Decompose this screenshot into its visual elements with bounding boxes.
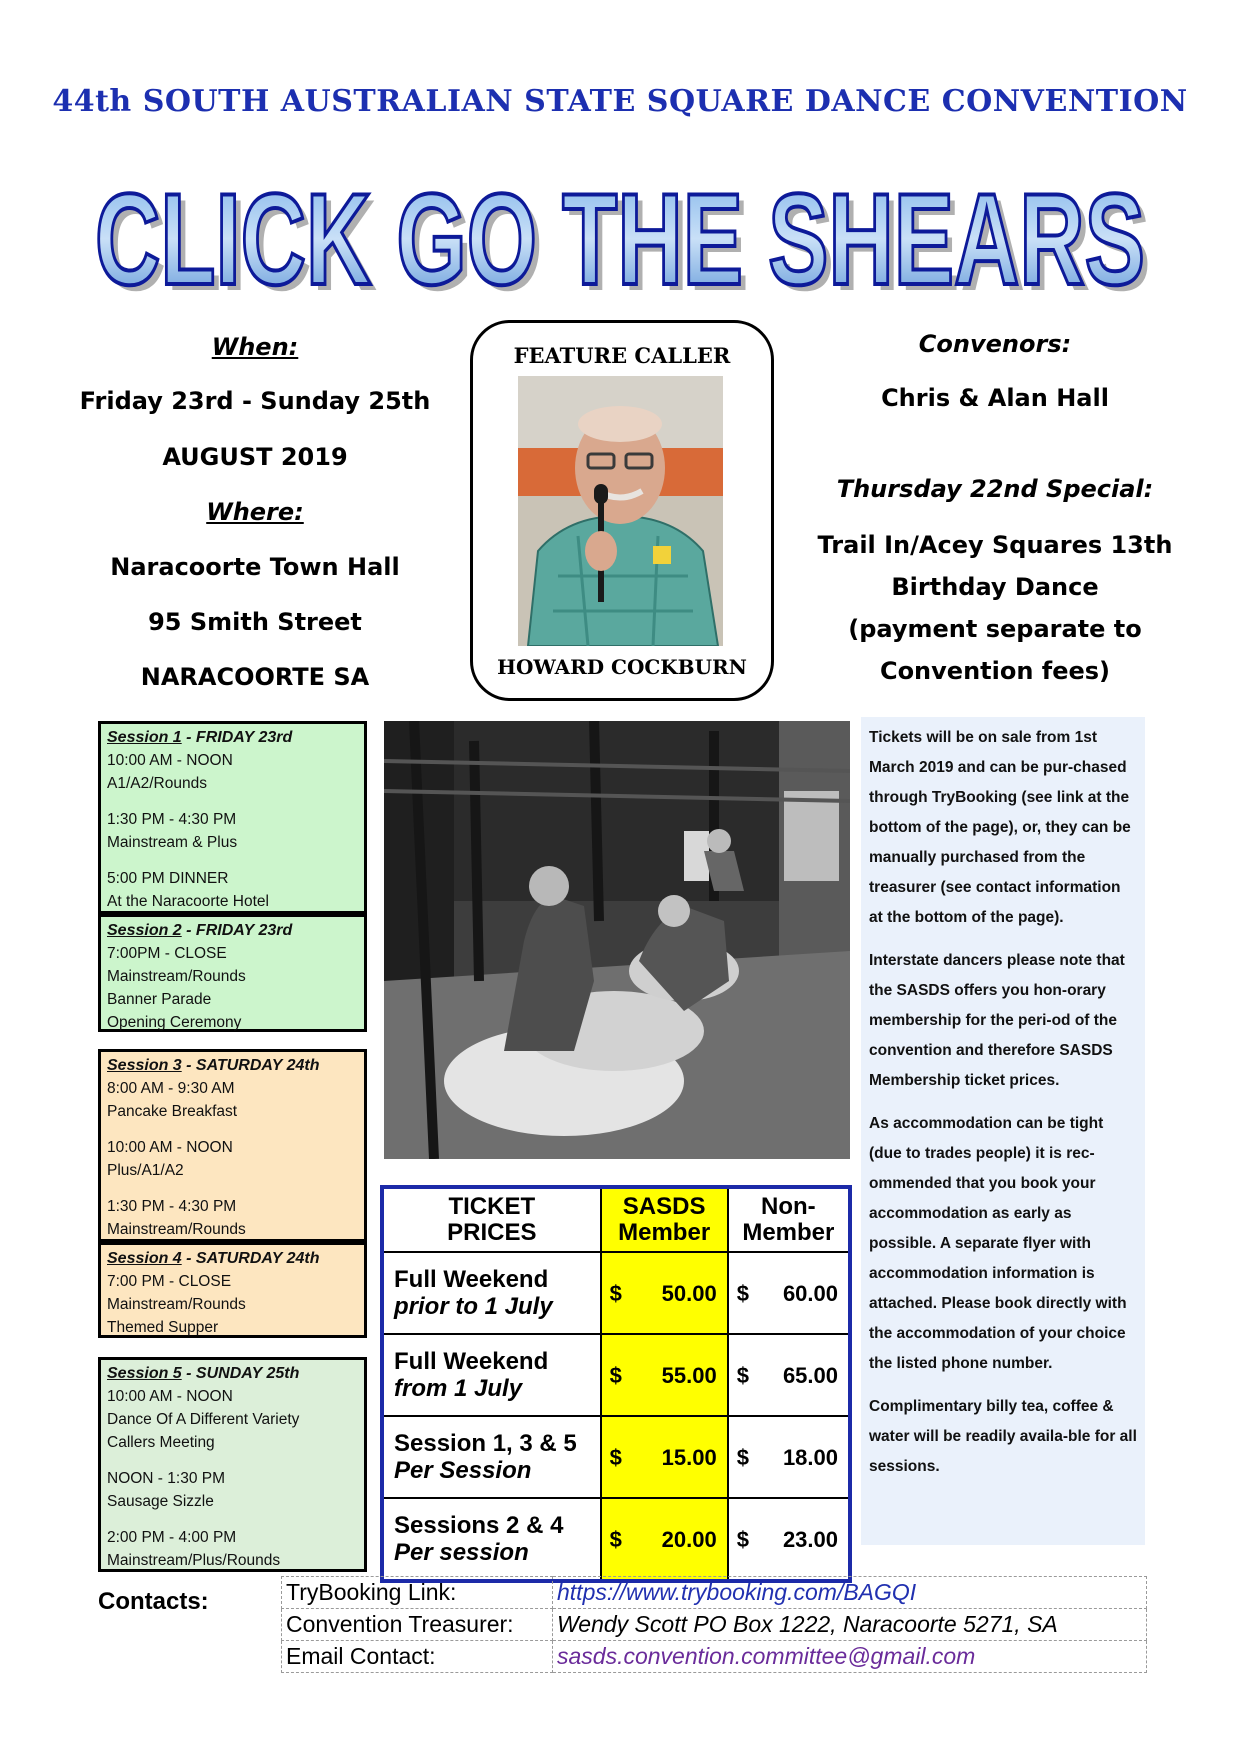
feature-caller-label: FEATURE CALLER	[513, 343, 731, 368]
contact-key: Email Contact:	[282, 1641, 553, 1673]
session-line: Mainstream & Plus	[107, 834, 238, 851]
convenors-heading: Convenors:	[918, 330, 1072, 358]
feature-caller-name: HOWARD COCKBURN	[497, 655, 747, 679]
caller-photo	[518, 376, 723, 646]
where-town: NARACOORTE SA	[140, 663, 370, 691]
session-line: 7:00PM - CLOSE	[107, 945, 227, 962]
price-non-member: $ 23.00	[728, 1498, 850, 1581]
session-4-box	[98, 1242, 367, 1338]
info-tickets: Tickets will be on sale from 1st March 2019 and can be pur-chased through TryBooking (see link at the bottom of the page), or, they can be manually purchased from the treasurer (see contact information at the bottom of the page).	[869, 729, 1131, 926]
session-4-title: Session 4	[107, 1250, 182, 1267]
price-member: $ 55.00	[601, 1334, 728, 1416]
session-line: Plus/A1/A2	[107, 1162, 184, 1179]
where-venue: Naracoorte Town Hall	[110, 553, 400, 581]
ticket-prices-table	[380, 1185, 852, 1583]
price-header-non-member: Non- Member	[728, 1187, 850, 1252]
session-line: At the Naracoorte Hotel	[107, 893, 269, 910]
price-member: $ 50.00	[601, 1252, 728, 1334]
when-month: AUGUST 2019	[162, 443, 348, 471]
session-2-box	[98, 914, 367, 1032]
session-1-day: - FRIDAY 23rd	[181, 729, 293, 746]
session-3-box	[98, 1049, 367, 1242]
session-4-day: - SATURDAY 24th	[181, 1250, 320, 1267]
where-heading: Where:	[206, 498, 304, 526]
contacts-label: Contacts:	[98, 1588, 209, 1615]
session-line: 8:00 AM - 9:30 AM	[107, 1080, 235, 1097]
session-line: Mainstream/Rounds	[107, 1296, 246, 1313]
trybooking-link[interactable]: https://www.trybooking.com/BAGQI	[553, 1577, 1147, 1609]
price-row	[382, 1498, 850, 1581]
session-1-box	[98, 721, 367, 914]
email-link[interactable]: sasds.convention.committee@gmail.com	[553, 1641, 1147, 1673]
session-2-day: - FRIDAY 23rd	[181, 922, 293, 939]
price-header-member: SASDS Member	[601, 1187, 728, 1252]
price-non-member: $ 18.00	[728, 1416, 850, 1498]
session-line: Mainstream/Rounds	[107, 968, 246, 985]
main-title	[70, 150, 1170, 310]
price-member: $ 20.00	[601, 1498, 728, 1581]
session-line: 2:00 PM - 4:00 PM	[107, 1529, 237, 1546]
contact-key: Convention Treasurer:	[282, 1609, 553, 1641]
info-accommodation: As accommodation can be tight (due to trades people) it is rec-ommended that you book your accommodation as early as possible. A separate flyer with accommodation information is attached. Please book directly with the accommodation of your choice the listed phone number.	[869, 1115, 1127, 1372]
session-line: Mainstream/Rounds	[107, 1221, 246, 1238]
session-line: 5:00 PM DINNER	[107, 870, 229, 887]
price-row-label: Full Weekend prior to 1 July	[382, 1252, 601, 1334]
price-row-label: Sessions 2 & 4 Per session	[382, 1498, 601, 1581]
session-3-day: - SATURDAY 24th	[181, 1057, 320, 1074]
session-3-title: Session 3	[107, 1057, 182, 1074]
price-non-member: $ 60.00	[728, 1252, 850, 1334]
where-street: 95 Smith Street	[148, 608, 362, 636]
special-line4: Convention fees)	[879, 657, 1111, 685]
session-5-box	[98, 1357, 367, 1572]
session-line: Themed Supper	[107, 1319, 219, 1336]
special-heading: Thursday 22nd Special:	[836, 475, 1154, 503]
session-line: Opening Ceremony	[107, 1014, 242, 1031]
special-line1: Trail In/Acey Squares 13th	[817, 531, 1173, 559]
session-line: 1:30 PM - 4:30 PM	[107, 811, 237, 828]
session-line: Mainstream/Plus/Rounds	[107, 1552, 281, 1569]
price-member: $ 15.00	[601, 1416, 728, 1498]
session-line: Sausage Sizzle	[107, 1493, 214, 1510]
session-5-day: - SUNDAY 25th	[181, 1365, 300, 1382]
info-refreshments: Complimentary billy tea, coffee & water will be readily availa-ble for all sessions.	[869, 1398, 1137, 1475]
price-row-label: Full Weekend from 1 July	[382, 1334, 601, 1416]
session-line: 7:00 PM - CLOSE	[107, 1273, 232, 1290]
price-non-member: $ 65.00	[728, 1334, 850, 1416]
price-row-label: Session 1, 3 & 5 Per Session	[382, 1416, 601, 1498]
special-line3: (payment separate to	[848, 615, 1142, 643]
feature-caller-card	[470, 320, 774, 701]
session-2-title: Session 2	[107, 922, 182, 939]
session-line: A1/A2/Rounds	[107, 775, 207, 792]
special-line2: Birthday Dance	[891, 573, 1099, 601]
session-line: Dance Of A Different Variety	[107, 1411, 300, 1428]
session-1-title: Session 1	[107, 729, 182, 746]
when-dates: Friday 23rd - Sunday 25th	[79, 387, 431, 415]
session-line: 10:00 AM - NOON	[107, 752, 233, 769]
contact-key: TryBooking Link:	[282, 1577, 553, 1609]
main-title-text: CLICK GO THE SHEARS	[95, 166, 1145, 310]
session-line: NOON - 1:30 PM	[107, 1470, 225, 1487]
when-heading: When:	[211, 333, 299, 361]
contacts-table	[281, 1576, 1147, 1673]
session-line: 10:00 AM - NOON	[107, 1388, 233, 1405]
price-row	[382, 1252, 850, 1334]
info-interstate: Interstate dancers please note that the SASDS offers you hon-orary membership for the peri-od of the convention and therefore SASDS Membership ticket prices.	[869, 952, 1125, 1089]
session-line: Banner Parade	[107, 991, 212, 1008]
price-header-ticket: TICKET PRICES	[382, 1187, 601, 1252]
treasurer-address: Wendy Scott PO Box 1222, Naracoorte 5271, SA	[553, 1609, 1147, 1641]
main-title-shadow: CLICK GO THE SHEARS	[101, 172, 1151, 310]
session-line: Callers Meeting	[107, 1434, 215, 1451]
session-5-title: Session 5	[107, 1365, 182, 1382]
shearing-shed-photo	[384, 721, 850, 1159]
convention-subtitle: 44th SOUTH AUSTRALIAN STATE SQUARE DANCE CONVENTION	[52, 84, 1188, 119]
price-row	[382, 1416, 850, 1498]
info-panel	[861, 717, 1145, 1545]
session-line: 1:30 PM - 4:30 PM	[107, 1198, 237, 1215]
convenors-names: Chris & Alan Hall	[881, 384, 1109, 412]
session-line: 10:00 AM - NOON	[107, 1139, 233, 1156]
price-row	[382, 1334, 850, 1416]
session-line: Pancake Breakfast	[107, 1103, 238, 1120]
